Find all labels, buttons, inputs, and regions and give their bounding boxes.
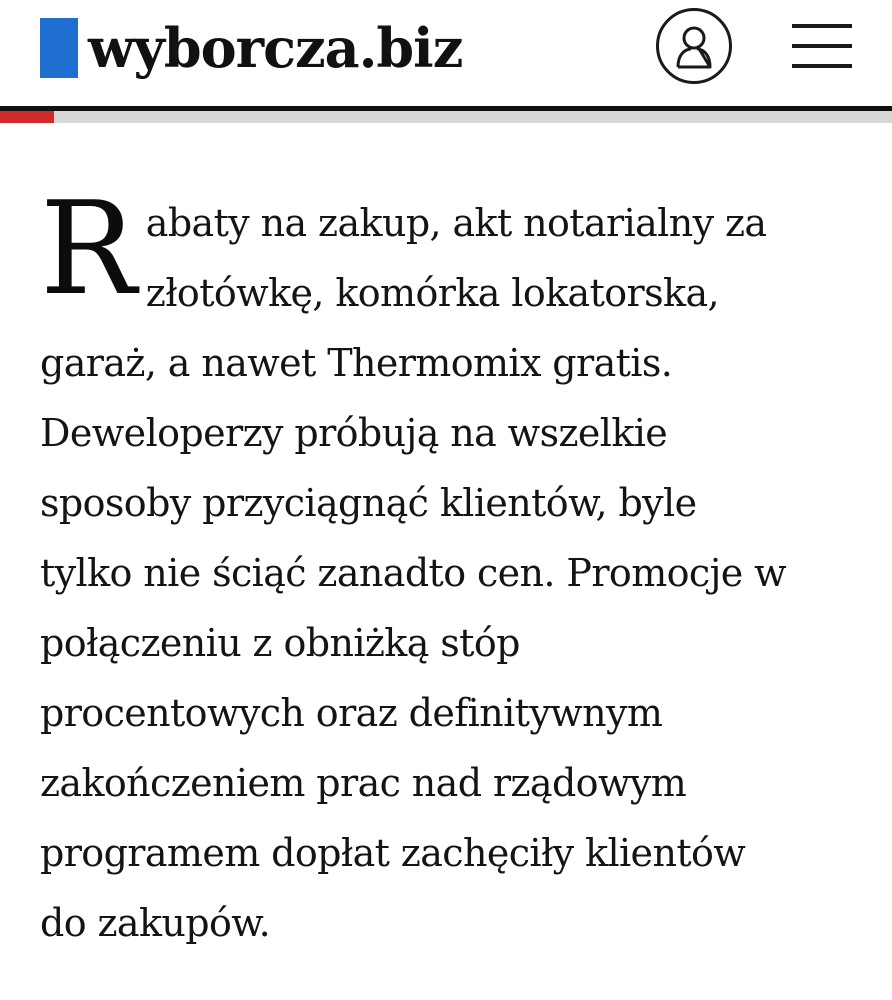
lead-line: do zakupów. — [40, 901, 271, 945]
hamburger-menu-icon — [792, 24, 852, 28]
lead-line: programem dopłat zachęciły klientów — [40, 831, 746, 875]
lead-line: złotówkę, komórka lokatorska, — [145, 271, 719, 315]
lead-line: garaż, a nawet Thermomix gratis. — [40, 341, 673, 385]
site-header — [0, 0, 892, 108]
lead-line: sposoby przyciągnąć klientów, byle — [40, 481, 697, 525]
lead-line: zakończeniem prac nad rządowym — [40, 761, 687, 805]
article-lead — [40, 175, 852, 958]
lead-line: połączeniu z obniżką stóp — [40, 621, 520, 665]
lead-line: Deweloperzy próbują na wszelkie — [40, 411, 668, 455]
logo-text: wyborcza.biz — [88, 16, 463, 80]
reading-progress-bar — [0, 111, 892, 123]
lead-line: abaty na zakup, akt notarialny za — [145, 201, 767, 245]
lead-line: procentowych oraz definitywnym — [40, 691, 663, 735]
user-icon — [676, 25, 712, 69]
menu-button[interactable] — [790, 22, 854, 72]
account-button[interactable] — [656, 8, 732, 84]
drop-cap: R — [40, 175, 136, 324]
lead-line: tylko nie ściąć zanadto cen. Promocje w — [40, 551, 787, 595]
logo-mark — [40, 18, 78, 78]
reading-progress-fill — [0, 111, 54, 123]
site-logo[interactable] — [40, 8, 462, 88]
